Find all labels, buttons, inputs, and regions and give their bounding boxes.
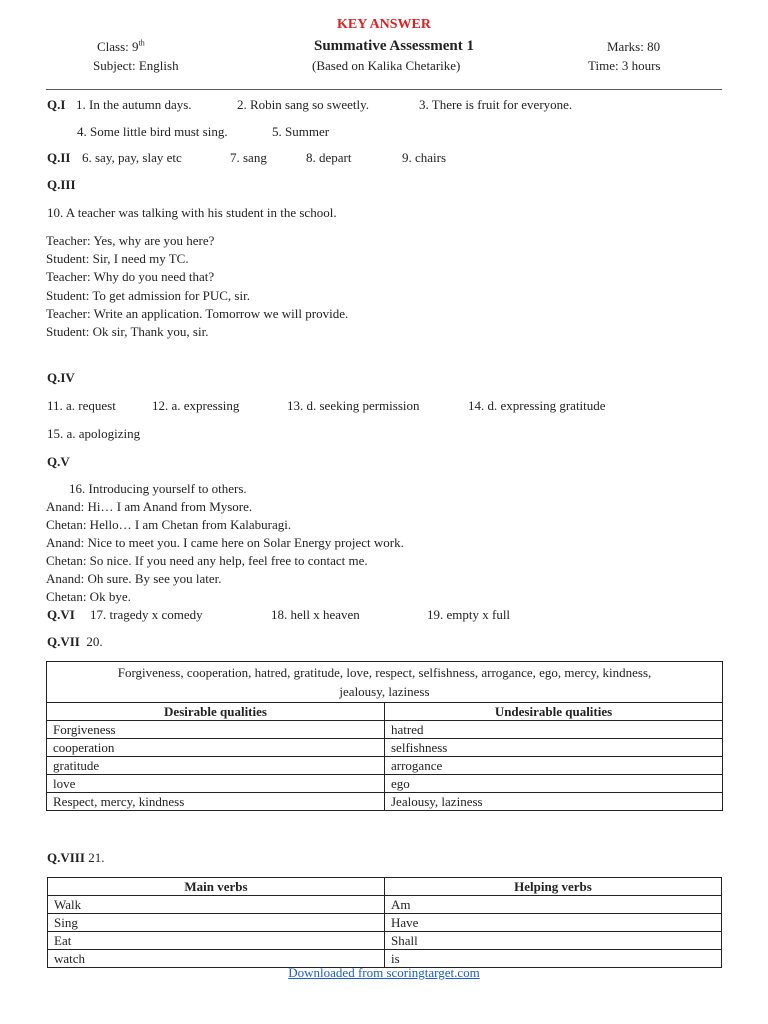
answer-11: 11. a. request <box>47 398 116 413</box>
column-header-undesirable: Undesirable qualities <box>385 703 723 721</box>
dialogue-line: Chetan: So nice. If you need any help, feel free to contact me. <box>46 553 368 568</box>
answer-13: 13. d. seeking permission <box>287 398 420 413</box>
q6-label: Q.VI <box>47 607 75 622</box>
answer-4: 4. Some little bird must sing. <box>77 124 228 139</box>
q3-intro: 10. A teacher was talking with his student in the school. <box>47 205 337 220</box>
table-row <box>47 757 723 775</box>
table-row <box>47 721 723 739</box>
table-cell: gratitude <box>47 757 385 775</box>
answer-1: 1. In the autumn days. <box>76 97 192 112</box>
table-row <box>47 775 723 793</box>
verbs-table <box>47 877 722 968</box>
answer-15: 15. a. apologizing <box>47 426 141 441</box>
page-title: Summative Assessment 1 <box>314 38 474 54</box>
table-cell: ego <box>385 775 723 793</box>
table-cell: selfishness <box>385 739 723 757</box>
table-cell: Eat <box>48 932 385 950</box>
key-answer-heading: KEY ANSWER <box>336 17 431 32</box>
q1-label: Q.I <box>47 97 66 112</box>
table-cell: Forgiveness <box>47 721 385 739</box>
marks-label: Marks: 80 <box>607 39 661 54</box>
q5-label: Q.V <box>47 454 70 469</box>
qualities-table <box>46 661 723 811</box>
dialogue-line: Student: Ok sir, Thank you, sir. <box>46 324 209 339</box>
table-header-row <box>47 703 723 721</box>
table-row <box>48 932 722 950</box>
dialogue-line: Chetan: Ok bye. <box>46 589 131 604</box>
answer-19: 19. empty x full <box>427 607 511 622</box>
q8-heading: Q.VIII 21. <box>47 850 105 865</box>
answer-2: 2. Robin sang so sweetly. <box>237 97 370 112</box>
dialogue-line: Student: Sir, I need my TC. <box>46 251 189 266</box>
table-cell: hatred <box>385 721 723 739</box>
answer-18: 18. hell x heaven <box>271 607 360 622</box>
table-row <box>48 914 722 932</box>
table-cell: Have <box>385 914 722 932</box>
word-list-row <box>47 662 723 703</box>
answer-9: 9. chairs <box>402 150 447 165</box>
subject-label: Subject: English <box>93 58 179 73</box>
time-label: Time: 3 hours <box>588 58 661 73</box>
answer-7: 7. sang <box>230 150 267 165</box>
class-label: Class: 9th <box>97 38 145 54</box>
q4-label: Q.IV <box>47 370 75 385</box>
answer-5: 5. Summer <box>272 124 330 139</box>
answer-17: 17. tragedy x comedy <box>90 607 203 622</box>
dialogue-line: Student: To get admission for PUC, sir. <box>46 288 250 303</box>
dialogue-line: Anand: Oh sure. By see you later. <box>46 571 222 586</box>
table-row <box>48 896 722 914</box>
footer-download-link[interactable]: Downloaded from scoringtarget.com <box>288 965 480 980</box>
table-cell: Shall <box>385 932 722 950</box>
dialogue-line: Teacher: Yes, why are you here? <box>46 233 215 248</box>
answer-3: 3. There is fruit for everyone. <box>419 97 573 112</box>
table-cell: Walk <box>48 896 385 914</box>
q2-label: Q.II <box>47 150 71 165</box>
answer-12: 12. a. expressing <box>152 398 240 413</box>
header-divider <box>46 89 722 90</box>
page-subtitle: (Based on Kalika Chetarike) <box>312 58 461 73</box>
table-cell: Respect, mercy, kindness <box>47 793 385 811</box>
table-cell: is <box>385 950 722 968</box>
answer-14: 14. d. expressing gratitude <box>468 398 606 413</box>
q5-intro: 16. Introducing yourself to others. <box>69 481 247 496</box>
table-row <box>47 793 723 811</box>
column-header-desirable: Desirable qualities <box>47 703 385 721</box>
table-header-row <box>48 878 722 896</box>
q7-heading: Q.VII 20. <box>47 634 103 649</box>
q3-label: Q.III <box>47 177 76 192</box>
table-cell: Jealousy, laziness <box>385 793 723 811</box>
dialogue-line: Anand: Nice to meet you. I came here on Solar Energy project work. <box>46 535 404 550</box>
answer-8: 8. depart <box>306 150 352 165</box>
column-header-main-verbs: Main verbs <box>48 878 385 896</box>
table-cell: cooperation <box>47 739 385 757</box>
dialogue-line: Teacher: Why do you need that? <box>46 269 215 284</box>
dialogue-line: Chetan: Hello… I am Chetan from Kalaburagi. <box>46 517 292 532</box>
table-row <box>47 739 723 757</box>
column-header-helping-verbs: Helping verbs <box>385 878 722 896</box>
answer-6: 6. say, pay, slay etc <box>82 150 182 165</box>
table-cell: love <box>47 775 385 793</box>
table-cell: Am <box>385 896 722 914</box>
dialogue-line: Teacher: Write an application. Tomorrow we will provide. <box>46 306 349 321</box>
dialogue-line: Anand: Hi… I am Anand from Mysore. <box>46 499 253 514</box>
table-cell: arrogance <box>385 757 723 775</box>
word-list-cell: Forgiveness, cooperation, hatred, gratitude, love, respect, selfishness, arrogance, ego, mercy, kindness, jealousy, laziness <box>47 662 723 703</box>
table-cell: watch <box>48 950 385 968</box>
table-cell: Sing <box>48 914 385 932</box>
